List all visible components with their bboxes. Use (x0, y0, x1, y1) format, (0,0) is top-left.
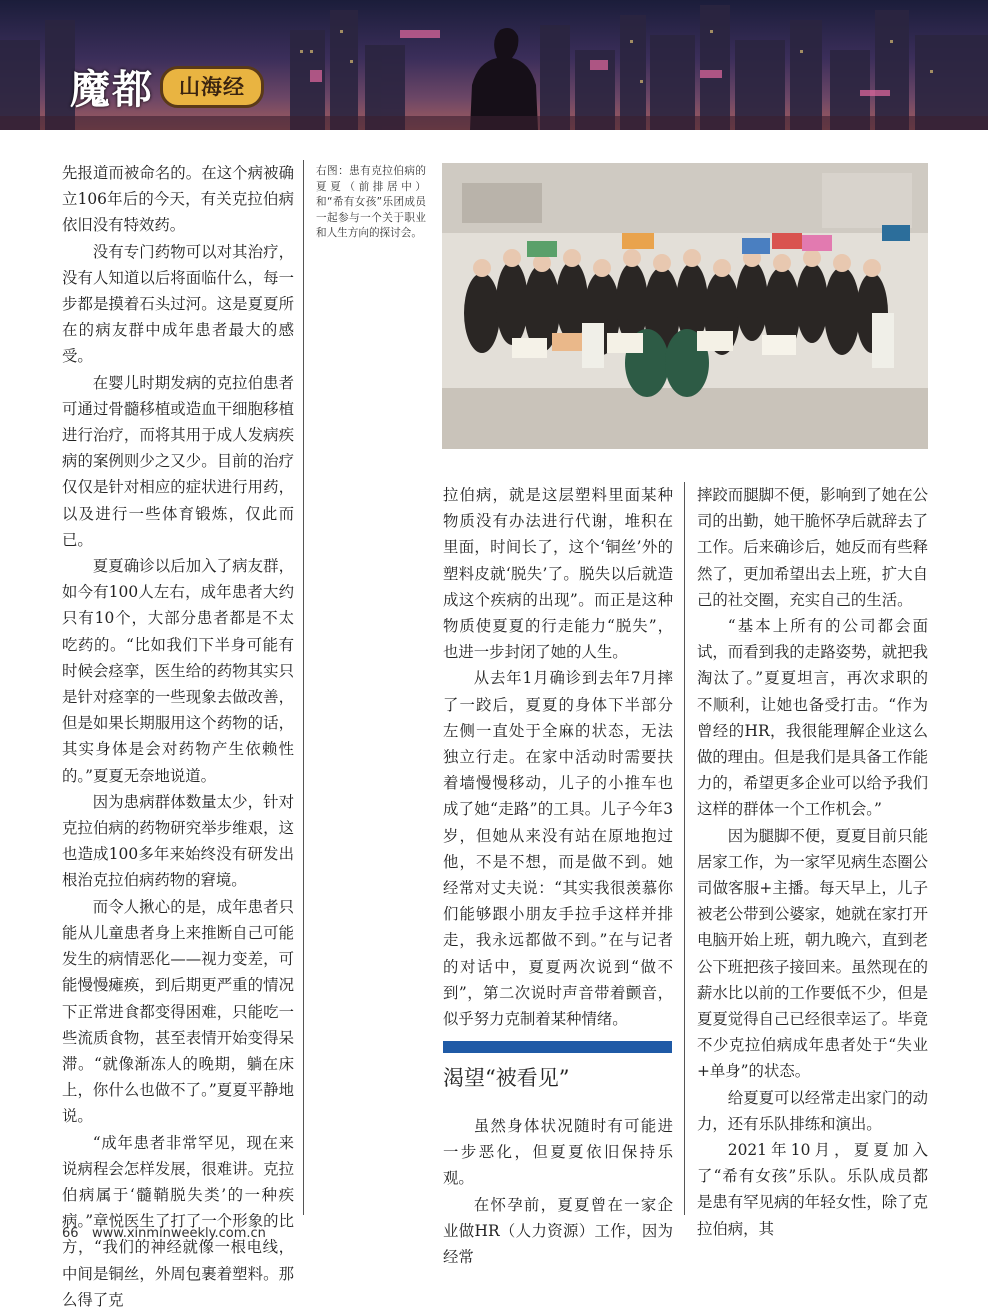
paragraph: “成年患者非常罕见，现在来说病程会怎样发展，很难讲。克拉伯病属于‘髓鞘脱失类’的一种疾病。”章悦医生了打了一个形象的比方，“我们的神经就像一根电线，中间是铜丝，外周包裹着塑料。那么得了克 (62, 1133, 294, 1309)
group-photo (442, 163, 928, 449)
paragraph: 而令人揪心的是，成年患者只能从儿童患者身上来推断自己可能发生的病情恶化——视力变差，可能慢慢瘫痪，到后期更严重的情况下正常进食都变得困难，只能吃一些流质食物，甚至表情开始变得呆滞。“就像渐冻人的晚期，躺在床上，你什么也做不了。”夏夏平静地说。 (62, 897, 294, 1126)
paragraph: 摔跤而腿脚不便，影响到了她在公司的出勤，她干脆怀孕后就辞去了工作。后来确诊后，她反而有些释然了，更加希望出去上班，扩大自己的社交圈，充实自己的生活。 (697, 486, 928, 609)
paragraph: 因为腿脚不便，夏夏目前只能居家工作，为一家罕见病生态圈公司做客服+主播。每天早上，儿子被老公带到公婆家，她就在家打开电脑开始上班，朝九晚六，直到老公下班把孩子接回来。虽然现在的薪水比以前的工作要低不少，但是夏夏觉得自己已经很幸运了。毕竟不少克拉伯病成年患者处于“失业+单身”的状态。 (697, 826, 928, 1081)
paragraph: 虽然身体状况随时有可能进一步恶化，但夏夏依旧保持乐观。 (443, 1117, 673, 1188)
paragraph: 没有专门药物可以对其治疗，没有人知道以后将面临什么，每一步都是摸着石头过河。这是夏夏所在的病友群中成年患者最大的感受。 (62, 242, 294, 366)
article-column-2 (443, 482, 673, 1032)
column-badge: 山海经 (160, 66, 264, 108)
photo-caption: 右图：患有克拉伯病的夏夏（前排居中）和“希有女孩”乐团成员一起参与一个关于职业和人生方向的探讨会。 (316, 165, 426, 240)
paragraph: “基本上所有的公司都会面试，而看到我的走路姿势，就把我淘汰了。”夏夏坦言，再次求职的不顺利，让她也备受打击。“作为曾经的HR，我很能理解企业这么做的理由。但是我们是具备工作能力的，希望更多企业可以给予我们这样的群体一个工作机会。” (697, 617, 928, 819)
group-photo-illustration (442, 163, 928, 449)
website-url[interactable]: www.xinminweekly.com.cn (92, 1226, 266, 1241)
section-heading: 渴望“被看见” (443, 1066, 570, 1090)
paragraph: 夏夏确诊以后加入了病友群，如今有100人左右，成年患者大约只有10个，大部分患者都是不太吃药的。“比如我们下半身可能有时候会痉挛，医生给的药物其实只是针对痉挛的一些现象去做改善，但是如果长期服用这个药物的话，其实身体是会对药物产生依赖性的。”夏夏无奈地说道。 (62, 557, 294, 785)
header-banner (0, 0, 988, 130)
paragraph: 2021年10月，夏夏加入了“希有女孩”乐队。乐队成员都是患有罕见病的年轻女性，除了克拉伯病，其 (697, 1141, 928, 1238)
page-number: 66 (62, 1226, 79, 1241)
paragraph: 从去年1月确诊到去年7月摔了一跤后，夏夏的身体下半部分左侧一直处于全麻的状态，无法独立行走。在家中活动时需要扶着墙慢慢移动，儿子的小推车也成了她“走路”的工具。儿子今年3岁，但她从来没有站在原地抱过他，不是不想，而是做不到。她经常对丈夫说：“其实我很羡慕你们能够跟小朋友手拉手这样并排走，我永远都做不到。”在与记者的对话中，夏夏两次说到“做不到”，第二次说时声音带着颤音，似乎努力克制着某种情绪。 (443, 669, 673, 1029)
magazine-logo: 魔都 (70, 66, 154, 113)
column-divider (303, 160, 304, 1215)
paragraph: 拉伯病，就是这层塑料里面某种物质没有办法进行代谢，堆积在里面，时间长了，这个‘铜丝’外的塑料皮就‘脱失’了。脱失以后就造成这个疾病的出现”。而正是这种物质使夏夏的行走能力“脱失”，也进一步封闭了她的人生。 (443, 486, 673, 662)
section-accent-bar (443, 1041, 672, 1053)
paragraph: 在怀孕前，夏夏曾在一家企业做HR（人力资源）工作，因为经常 (443, 1195, 673, 1267)
article-column-2-continued (443, 1113, 673, 1270)
paragraph: 给夏夏可以经常走出家门的动力，还有乐队排练和演出。 (697, 1088, 928, 1133)
column-divider (684, 482, 685, 1215)
article-column-3 (697, 482, 928, 1242)
paragraph: 先报道而被命名的。在这个病被确立106年后的今天，有关克拉伯病依旧没有特效药。 (62, 164, 294, 235)
article-column-1 (62, 160, 294, 1313)
paragraph: 在婴儿时期发病的克拉伯患者可通过骨髓移植或造血干细胞移植进行治疗，而将其用于成人发病疾病的案例则少之又少。目前的治疗仅仅是针对相应的症状进行用药，以及进行一些体育锻炼，仅此而已。 (62, 373, 294, 549)
paragraph: 因为患病群体数量太少，针对克拉伯病的药物研究举步维艰，这也造成100多年来始终没有研发出根治克拉伯病药物的窘境。 (62, 792, 294, 890)
